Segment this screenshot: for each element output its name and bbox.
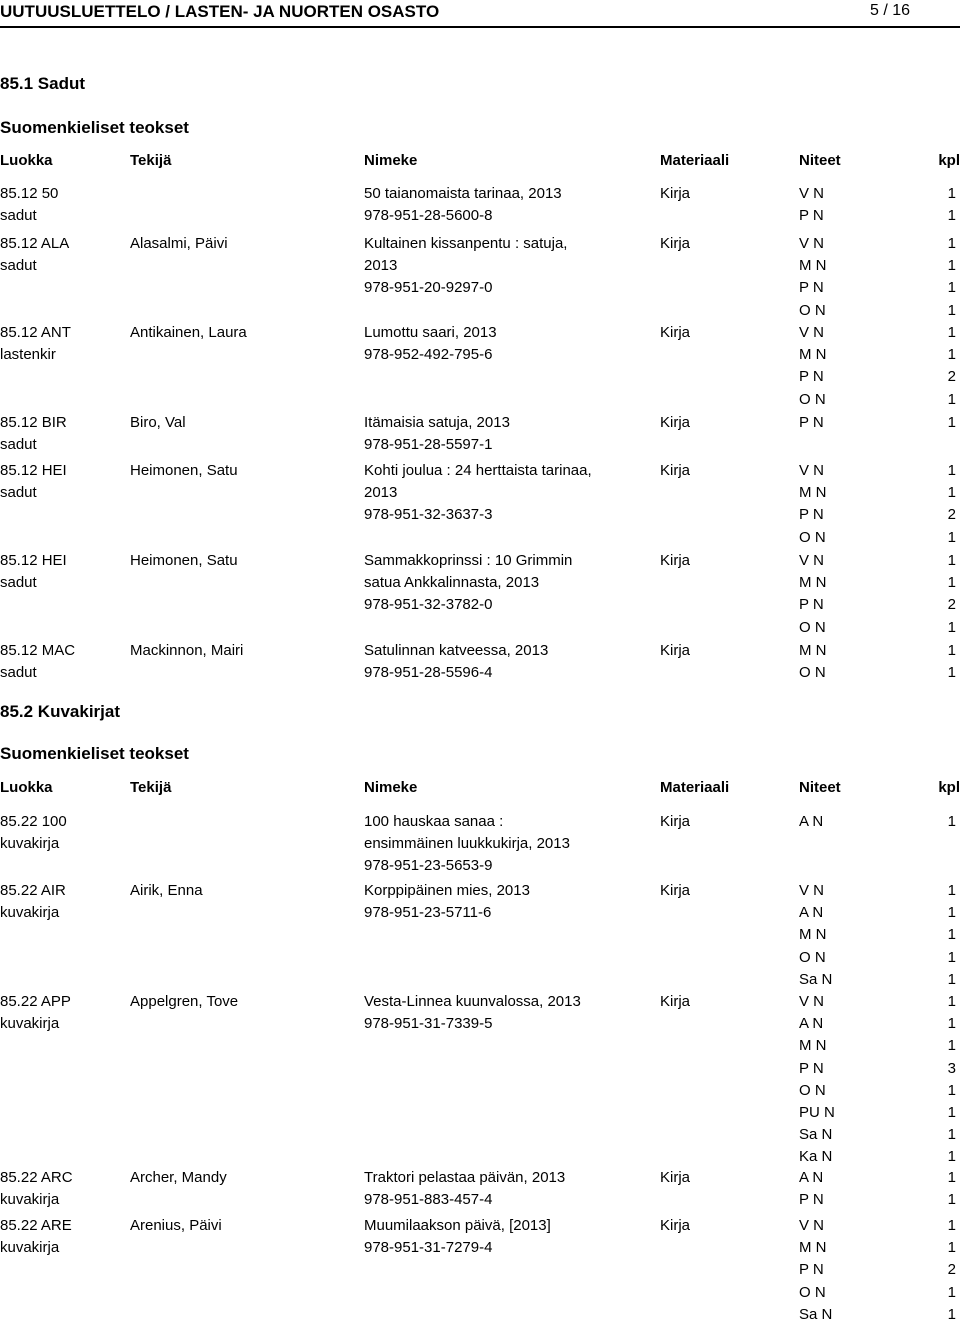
record-class: sadut	[0, 574, 37, 592]
record-copy-location: V N	[799, 462, 825, 479]
record-copy-count: 1	[947, 574, 956, 592]
record-line	[0, 642, 960, 664]
record-line	[0, 1239, 960, 1261]
record-line	[0, 1015, 960, 1037]
record-copy-count: 1	[947, 279, 956, 297]
record-title: 2013	[364, 484, 398, 502]
record-copy-location: M N	[799, 574, 827, 592]
record-class: 85.22 AIR	[0, 882, 66, 899]
record-title: 100 hauskaa sanaa :	[364, 813, 504, 830]
record-copy-count: 1	[947, 528, 956, 546]
record-copy-location: M N	[799, 926, 827, 944]
record-copy-count: 1	[947, 484, 956, 502]
page-number: 5 / 16	[870, 2, 911, 19]
record-copy-count: 1	[947, 1283, 956, 1301]
record-copy-location: Ka N	[799, 1148, 833, 1166]
record-copy-location: V N	[799, 185, 825, 202]
record-copy-location: P N	[799, 596, 824, 614]
document-title: UUTUUSLUETTELO / LASTEN- JA NUORTEN OSASTO	[0, 2, 440, 21]
record-title: 978-951-20-9297-0	[364, 279, 493, 297]
column-header-niteet: Niteet	[799, 779, 841, 796]
column-header-nimeke: Nimeke	[364, 779, 418, 796]
record-copy-count: 1	[947, 1081, 956, 1099]
record-copy-count: 1	[947, 414, 956, 431]
record-class: 85.22 APP	[0, 993, 71, 1010]
record-copy-count: 1	[947, 1126, 956, 1144]
page-header	[0, 0, 960, 24]
record-title: Kohti joulua : 24 herttaista tarinaa,	[364, 462, 592, 479]
record-line	[0, 993, 960, 1015]
record-class: 85.12 MAC	[0, 642, 76, 659]
record-class: kuvakirja	[0, 1191, 60, 1209]
record-line	[0, 414, 960, 436]
record-title: 2013	[364, 257, 398, 275]
record-copy-location: A N	[799, 904, 824, 922]
record-copy-location: O N	[799, 618, 826, 636]
record-line	[0, 552, 960, 574]
record-copy-location: M N	[799, 346, 827, 364]
record-title: 978-951-23-5653-9	[364, 857, 493, 875]
record-author: Biro, Val	[130, 414, 186, 431]
record-copy-count: 2	[947, 596, 956, 614]
record-line	[0, 835, 960, 857]
record-copy-count: 1	[947, 642, 956, 659]
record-copy-count: 1	[947, 970, 956, 988]
record-line	[0, 1261, 960, 1283]
record-line	[0, 302, 960, 324]
record-title: 978-951-23-5711-6	[364, 904, 492, 922]
record-copy-count: 1	[947, 552, 956, 569]
record-author: Appelgren, Tove	[130, 993, 239, 1010]
record-class: kuvakirja	[0, 835, 60, 853]
record-class: 85.12 ALA	[0, 235, 70, 252]
record-material: Kirja	[660, 1169, 691, 1186]
record-copy-count: 1	[947, 882, 956, 899]
record-copy-location: P N	[799, 1059, 824, 1077]
record-line	[0, 506, 960, 528]
record-line	[0, 1037, 960, 1059]
record-line	[0, 904, 960, 926]
record-title: Satulinnan katveessa, 2013	[364, 642, 549, 659]
record-copy-location: M N	[799, 1239, 827, 1257]
record-copy-location: O N	[799, 1081, 826, 1099]
record-title: Vesta-Linnea kuunvalossa, 2013	[364, 993, 581, 1010]
column-header-kpl: kpl	[938, 779, 960, 796]
record-copy-location: M N	[799, 257, 827, 275]
record-copy-count: 2	[947, 1261, 956, 1279]
column-header-tekija: Tekijä	[130, 152, 172, 169]
record-copy-location: P N	[799, 506, 824, 524]
record-title: 978-951-32-3782-0	[364, 596, 493, 614]
record-copy-location: O N	[799, 664, 826, 682]
record-material: Kirja	[660, 642, 691, 659]
section-subtitle: Suomenkieliset teokset	[0, 744, 189, 763]
record-copy-count: 1	[947, 993, 956, 1010]
column-header-kpl: kpl	[938, 152, 960, 169]
record-copy-location: P N	[799, 279, 824, 297]
record-copy-count: 3	[947, 1059, 956, 1077]
record-line	[0, 391, 960, 413]
record-line	[0, 529, 960, 551]
column-header-niteet: Niteet	[799, 152, 841, 169]
record-copy-location: O N	[799, 948, 826, 966]
record-class: lastenkir	[0, 346, 56, 364]
record-line	[0, 971, 960, 993]
record-copy-location: Sa N	[799, 1126, 833, 1144]
record-title: Sammakkoprinssi : 10 Grimmin	[364, 552, 573, 569]
record-title: 978-951-31-7339-5	[364, 1015, 493, 1033]
record-copy-count: 1	[947, 1104, 956, 1121]
column-header-luokka: Luokka	[0, 779, 53, 796]
record-copy-location: P N	[799, 368, 824, 386]
record-line	[0, 1082, 960, 1104]
record-line	[0, 207, 960, 229]
record-material: Kirja	[660, 552, 691, 569]
record-line	[0, 484, 960, 506]
record-line	[0, 324, 960, 346]
record-title: 978-951-28-5600-8	[364, 207, 493, 225]
record-class: sadut	[0, 257, 37, 275]
record-copy-location: A N	[799, 1015, 824, 1033]
record-copy-count: 1	[947, 207, 956, 225]
record-copy-location: P N	[799, 1261, 824, 1279]
record-material: Kirja	[660, 882, 691, 899]
record-copy-location: V N	[799, 324, 825, 341]
record-line	[0, 926, 960, 948]
record-copy-location: Sa N	[799, 970, 833, 988]
record-copy-count: 1	[947, 185, 956, 202]
record-material: Kirja	[660, 235, 691, 252]
record-copy-location: M N	[799, 1037, 827, 1055]
record-author: Heimonen, Satu	[130, 552, 238, 569]
record-line	[0, 574, 960, 596]
record-copy-count: 2	[947, 506, 956, 524]
record-title: Muumilaakson päivä, [2013]	[364, 1217, 551, 1234]
record-line	[0, 596, 960, 618]
record-copy-count: 1	[947, 1305, 956, 1323]
record-title: Lumottu saari, 2013	[364, 324, 497, 341]
record-line	[0, 279, 960, 301]
column-header-luokka: Luokka	[0, 152, 53, 169]
record-line	[0, 1169, 960, 1191]
record-author: Mackinnon, Mairi	[130, 642, 244, 659]
record-copy-count: 2	[947, 368, 956, 386]
record-line	[0, 1217, 960, 1239]
record-copy-location: O N	[799, 301, 826, 319]
record-line	[0, 1060, 960, 1082]
record-copy-location: M N	[799, 484, 827, 502]
record-class: kuvakirja	[0, 1239, 60, 1257]
record-copy-location: V N	[799, 882, 825, 899]
section-subtitle: Suomenkieliset teokset	[0, 118, 189, 137]
record-line	[0, 619, 960, 641]
record-copy-location: A N	[799, 1169, 824, 1186]
record-copy-count: 1	[947, 948, 956, 966]
record-author: Alasalmi, Päivi	[130, 235, 228, 252]
record-class: 85.22 ARE	[0, 1217, 72, 1234]
record-title: 978-952-492-795-6	[364, 346, 493, 364]
record-copy-count: 1	[947, 1037, 956, 1055]
section-title: 85.1 Sadut	[0, 74, 86, 93]
record-title: 50 taianomaista tarinaa, 2013	[364, 185, 562, 202]
record-class: sadut	[0, 207, 37, 225]
column-header-materiaali: Materiaali	[660, 152, 730, 169]
record-line	[0, 436, 960, 458]
record-copy-count: 1	[947, 301, 956, 319]
record-copy-location: M N	[799, 642, 827, 659]
record-copy-count: 1	[947, 1217, 956, 1234]
record-copy-count: 1	[947, 618, 956, 636]
record-copy-count: 1	[947, 926, 956, 944]
record-class: 85.22 100	[0, 813, 67, 830]
record-copy-location: PU N	[799, 1104, 835, 1121]
record-class: 85.12 HEI	[0, 552, 67, 569]
column-headers	[0, 779, 960, 801]
record-material: Kirja	[660, 1217, 691, 1234]
record-copy-location: Sa N	[799, 1305, 833, 1323]
column-header-materiaali: Materiaali	[660, 779, 730, 796]
record-line	[0, 1148, 960, 1170]
record-line	[0, 235, 960, 257]
record-copy-count: 1	[947, 235, 956, 252]
record-material: Kirja	[660, 462, 691, 479]
record-title: 978-951-32-3637-3	[364, 506, 493, 524]
record-line	[0, 857, 960, 879]
record-material: Kirja	[660, 813, 691, 830]
header-divider	[0, 26, 960, 28]
record-line	[0, 462, 960, 484]
record-copy-count: 1	[947, 904, 956, 922]
record-title: Traktori pelastaa päivän, 2013	[364, 1169, 566, 1186]
section-title: 85.2 Kuvakirjat	[0, 702, 121, 721]
record-line	[0, 368, 960, 390]
record-title: Itämaisia satuja, 2013	[364, 414, 510, 431]
record-title: Korppipäinen mies, 2013	[364, 882, 530, 899]
record-class: 85.12 50	[0, 185, 59, 202]
record-author: Arenius, Päivi	[130, 1217, 222, 1234]
record-copy-location: A N	[799, 813, 824, 830]
record-line	[0, 813, 960, 835]
record-copy-count: 1	[947, 462, 956, 479]
record-line	[0, 1284, 960, 1306]
record-title: 978-951-883-457-4	[364, 1191, 493, 1209]
record-copy-location: V N	[799, 552, 825, 569]
record-author: Heimonen, Satu	[130, 462, 238, 479]
record-line	[0, 346, 960, 368]
record-title: 978-951-28-5597-1	[364, 436, 493, 454]
record-class: 85.12 ANT	[0, 324, 71, 341]
record-class: sadut	[0, 484, 37, 502]
record-copy-location: O N	[799, 390, 826, 408]
record-title: 978-951-28-5596-4	[364, 664, 493, 682]
record-author: Antikainen, Laura	[130, 324, 247, 341]
record-copy-location: V N	[799, 235, 825, 252]
record-line	[0, 882, 960, 904]
record-line	[0, 1306, 960, 1328]
record-material: Kirja	[660, 993, 691, 1010]
record-copy-count: 1	[947, 390, 956, 408]
record-line	[0, 1191, 960, 1213]
column-header-nimeke: Nimeke	[364, 152, 418, 169]
record-copy-count: 1	[947, 1169, 956, 1186]
record-copy-location: O N	[799, 528, 826, 546]
record-copy-count: 1	[947, 1148, 956, 1166]
record-title: satua Ankkalinnasta, 2013	[364, 574, 540, 592]
record-copy-location: P N	[799, 1191, 824, 1209]
record-material: Kirja	[660, 414, 691, 431]
record-copy-count: 1	[947, 1191, 956, 1209]
column-headers	[0, 152, 960, 174]
record-line	[0, 1104, 960, 1126]
record-material: Kirja	[660, 185, 691, 202]
record-copy-location: V N	[799, 993, 825, 1010]
record-class: 85.12 HEI	[0, 462, 67, 479]
column-header-tekija: Tekijä	[130, 779, 172, 796]
record-class: 85.22 ARC	[0, 1169, 73, 1186]
record-copy-location: P N	[799, 207, 824, 225]
record-class: sadut	[0, 436, 37, 454]
record-copy-location: P N	[799, 414, 824, 431]
record-copy-location: O N	[799, 1283, 826, 1301]
record-copy-count: 1	[947, 1015, 956, 1033]
record-copy-count: 1	[947, 664, 956, 682]
record-class: 85.12 BIR	[0, 414, 67, 431]
record-title: ensimmäinen luukkukirja, 2013	[364, 835, 570, 853]
record-class: sadut	[0, 664, 37, 682]
record-author: Airik, Enna	[130, 882, 203, 899]
record-line	[0, 185, 960, 207]
record-line	[0, 257, 960, 279]
record-copy-count: 1	[947, 257, 956, 275]
record-copy-count: 1	[947, 324, 956, 341]
record-title: 978-951-31-7279-4	[364, 1239, 493, 1257]
record-class: kuvakirja	[0, 904, 60, 922]
record-author: Archer, Mandy	[130, 1169, 227, 1186]
record-title: Kultainen kissanpentu : satuja,	[364, 235, 568, 252]
record-line	[0, 1126, 960, 1148]
record-line	[0, 949, 960, 971]
record-class: kuvakirja	[0, 1015, 60, 1033]
record-copy-location: V N	[799, 1217, 825, 1234]
record-copy-count: 1	[947, 813, 956, 830]
record-copy-count: 1	[947, 1239, 956, 1257]
record-line	[0, 664, 960, 686]
record-material: Kirja	[660, 324, 691, 341]
record-copy-count: 1	[947, 346, 956, 364]
